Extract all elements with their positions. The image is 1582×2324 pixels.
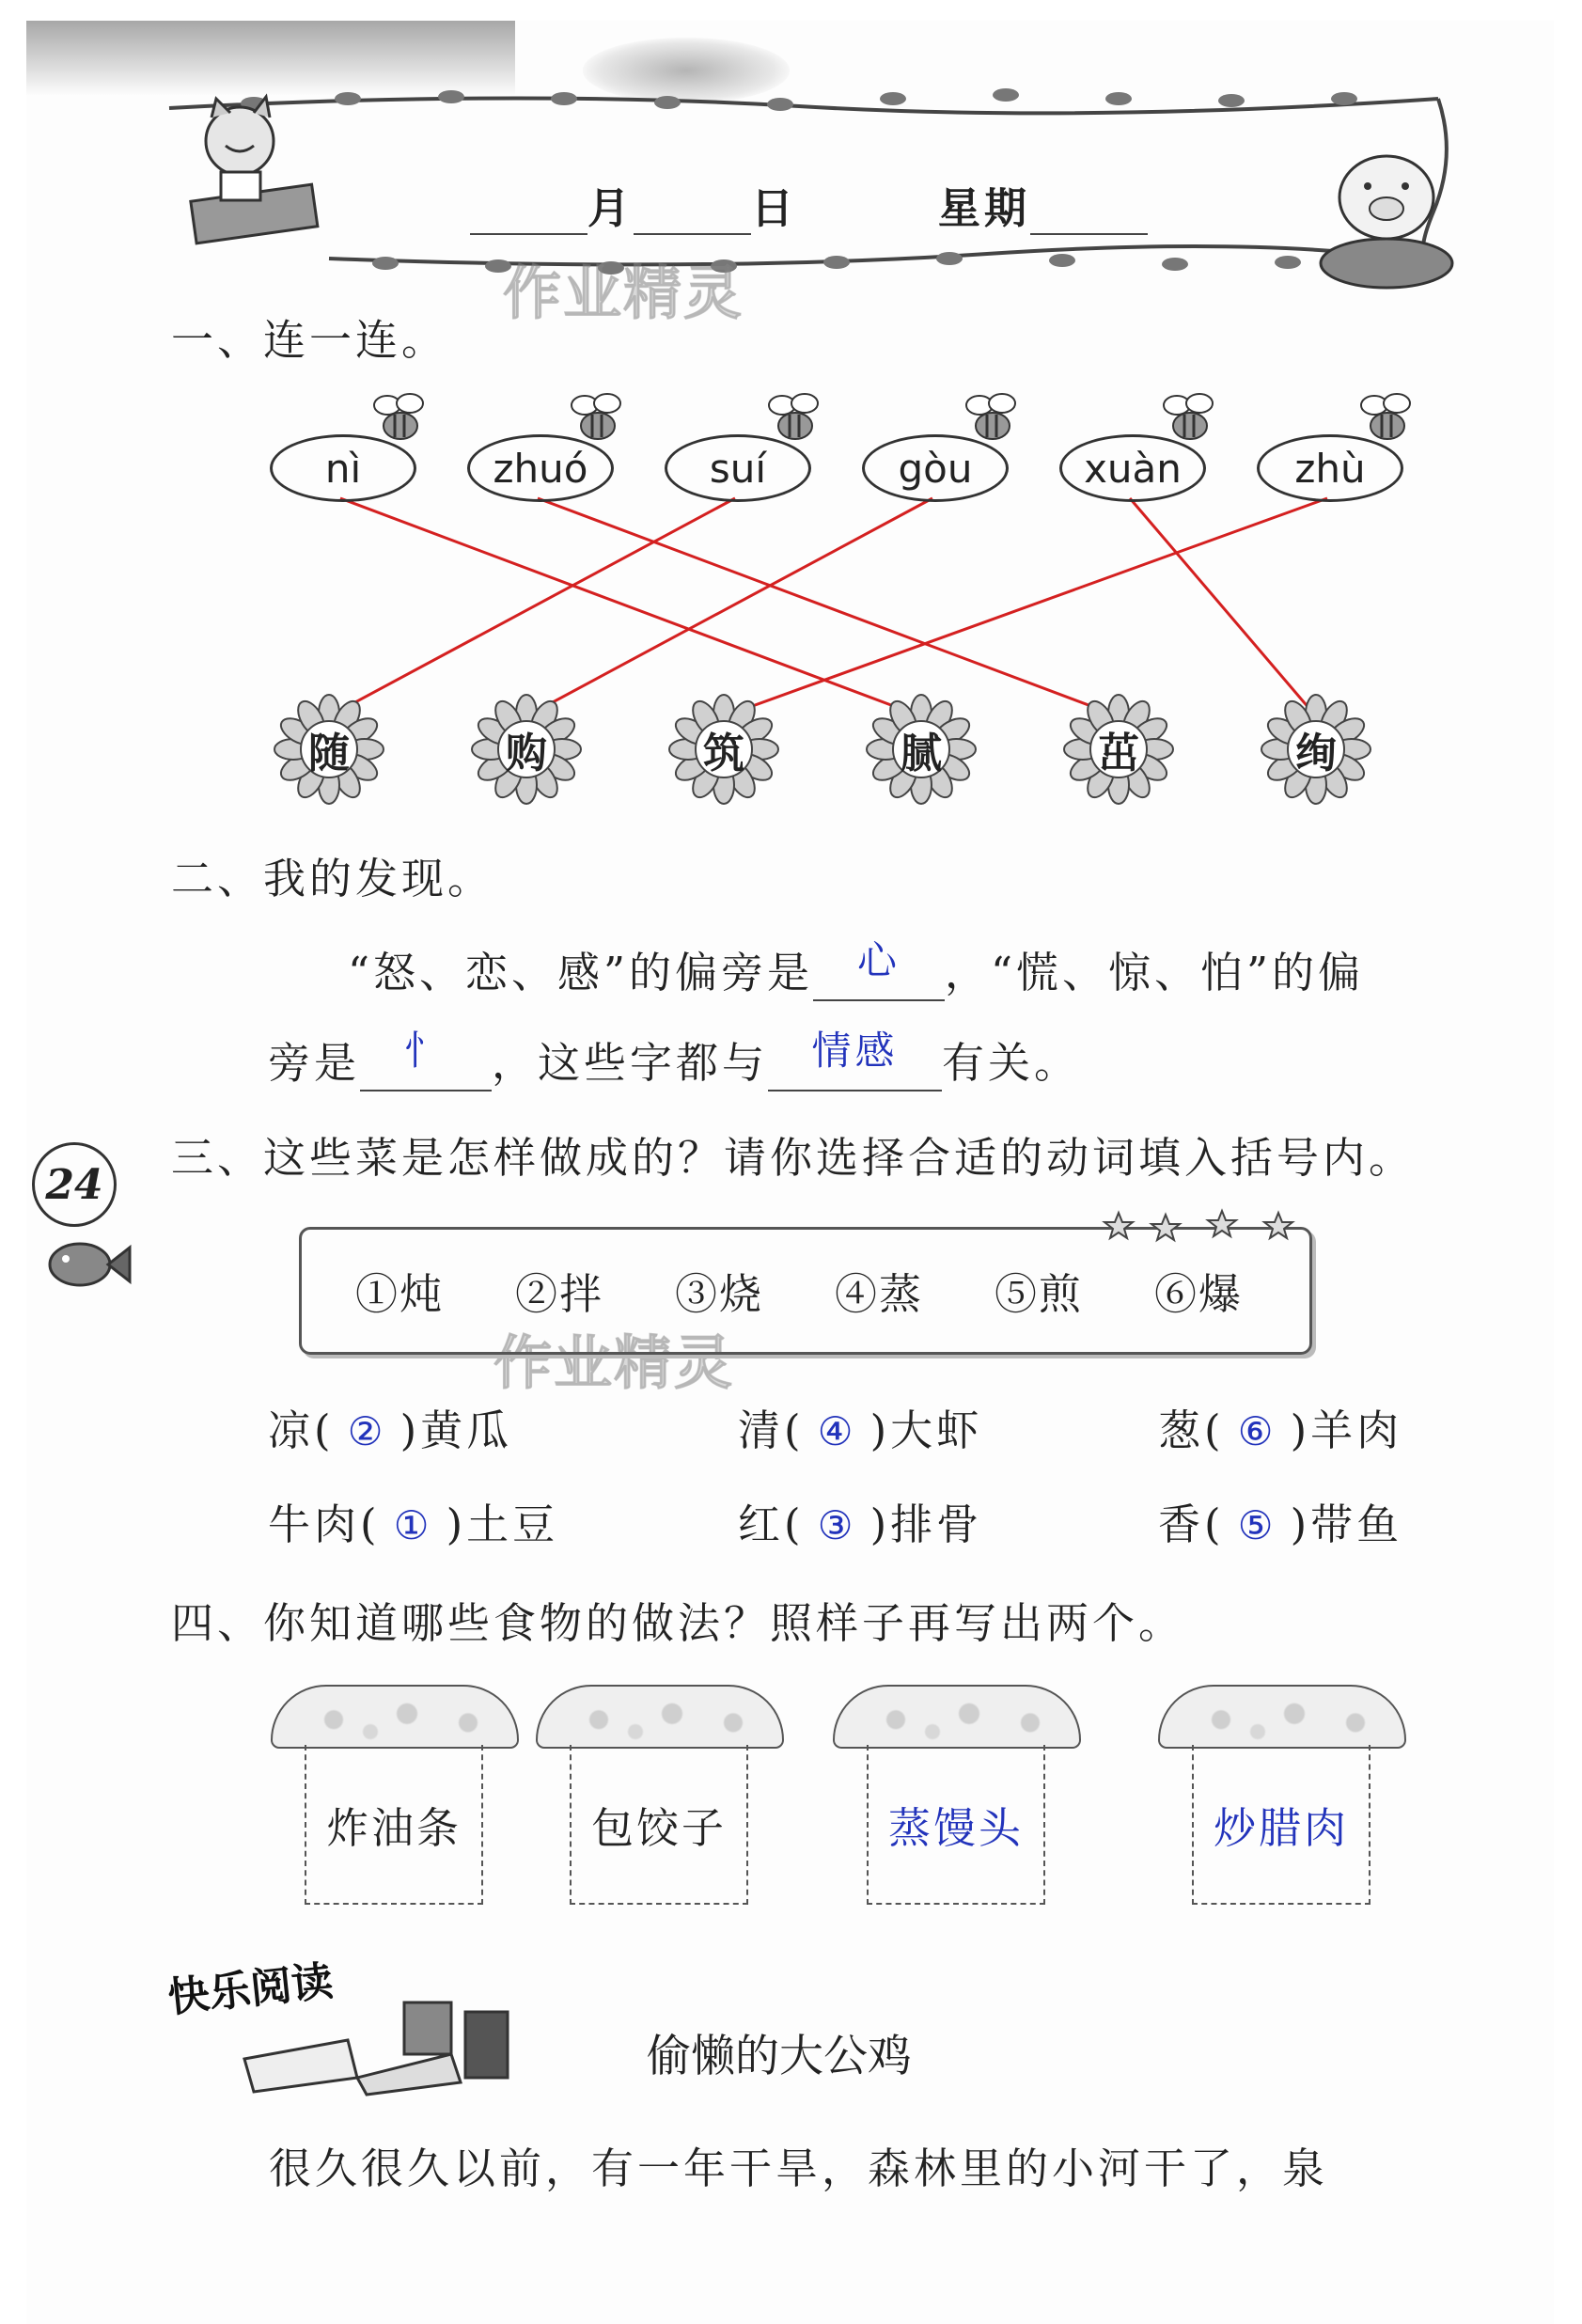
dish-item [738, 1490, 982, 1551]
character-option[interactable]: 购 [506, 730, 547, 777]
mushroom-cap [536, 1685, 784, 1749]
verb-option: ④蒸 [835, 1269, 924, 1319]
watermark: 作业精灵 [493, 1328, 735, 1397]
dish-text: )黄瓜 [399, 1405, 513, 1455]
radical-blank-1[interactable] [813, 937, 945, 1001]
radical-answer-1: 心 [857, 937, 901, 983]
finding-text: “怒、恋、感”的偏旁是 [348, 948, 814, 997]
food-box[interactable] [1192, 1745, 1371, 1905]
dish-text: )土豆 [446, 1500, 559, 1549]
link-line [526, 498, 932, 716]
pinyin-text: nì [324, 445, 362, 492]
verb-option: ①炖 [355, 1269, 445, 1319]
finding-line-2 [268, 1029, 1080, 1091]
section2-heading: 二、我的发现。 [171, 854, 494, 903]
pinyin-bubble[interactable] [1059, 434, 1206, 502]
finding-text: 旁是 [268, 1038, 361, 1088]
character-option[interactable]: 绚 [1295, 730, 1337, 777]
dish-text: 红( [738, 1500, 805, 1549]
mushroom-cap [833, 1685, 1081, 1749]
pinyin-text: suí [709, 445, 767, 492]
link-line [724, 498, 1327, 716]
reading-logo: 快乐阅读 [165, 1956, 336, 2023]
pinyin-text: xuàn [1084, 445, 1182, 492]
character-option[interactable]: 筑 [703, 730, 744, 777]
verb-answer[interactable]: ③ [817, 1502, 857, 1548]
pinyin-bubble[interactable] [270, 434, 416, 502]
month-label: 月 [587, 183, 634, 233]
dish-item [1158, 1396, 1402, 1457]
story-first-line: 很久很久以前，有一年干旱，森林里的小河干了，泉 [269, 2143, 1329, 2193]
character-option[interactable]: 腻 [901, 730, 942, 777]
dish-text: )羊肉 [1290, 1405, 1403, 1455]
pinyin-text: zhuó [493, 445, 588, 492]
section1-heading: 一、连一连。 [171, 315, 448, 365]
verb-option: ②拌 [515, 1269, 604, 1319]
finding-text: 有关。 [942, 1038, 1081, 1088]
link-line [340, 498, 921, 716]
section3-heading: 三、这些菜是怎样做成的？请你选择合适的动词填入括号内。 [171, 1133, 1416, 1183]
food-text: 包饺子 [590, 1802, 727, 1853]
character-option[interactable]: 随 [308, 730, 350, 777]
finding-text: ，这些字都与 [492, 1038, 769, 1088]
page-number: 24 [32, 1142, 117, 1227]
verb-answer[interactable]: ② [347, 1408, 387, 1454]
section4-heading: 四、你知道哪些食物的做法？照样子再写出两个。 [171, 1598, 1185, 1648]
mushroom-cap [271, 1685, 519, 1749]
pinyin-bubble[interactable] [665, 434, 811, 502]
dish-text: 香( [1158, 1500, 1225, 1549]
verb-answer[interactable]: ① [393, 1502, 433, 1548]
finding-line-1 [348, 938, 1364, 1001]
fish-icon [28, 1227, 132, 1302]
dish-text: 牛肉( [268, 1500, 381, 1549]
watermark: 作业精灵 [503, 259, 744, 327]
pinyin-bubble[interactable] [862, 434, 1009, 502]
verb-answer[interactable]: ④ [817, 1408, 857, 1454]
weekday-label: 星期 [938, 183, 1031, 233]
food-box [305, 1745, 483, 1905]
character-option[interactable]: 茁 [1098, 730, 1139, 777]
food-box[interactable] [867, 1745, 1045, 1905]
verb-option: ⑤煎 [995, 1269, 1084, 1319]
day-label: 日 [751, 183, 798, 233]
meaning-blank[interactable] [768, 1028, 942, 1091]
verb-option: ③烧 [675, 1269, 764, 1319]
finding-text: ，“慌、惊、怕”的偏 [945, 948, 1365, 997]
dish-text: 清( [738, 1405, 805, 1455]
dish-text: 凉( [268, 1405, 335, 1455]
dish-text: 葱( [1158, 1405, 1225, 1455]
food-text: 蒸馒头 [887, 1802, 1024, 1853]
verb-option: ⑥爆 [1154, 1269, 1244, 1319]
pinyin-bubble[interactable] [467, 434, 614, 502]
mushroom-cap [1158, 1685, 1406, 1749]
link-line [538, 498, 1119, 716]
link-line [329, 498, 735, 716]
dish-text: )大虾 [869, 1405, 983, 1455]
verb-answer[interactable]: ⑤ [1237, 1502, 1277, 1548]
dish-item [268, 1490, 558, 1551]
star-decoration [1100, 1205, 1316, 1243]
books-icon [226, 1984, 517, 2096]
radical-answer-2: 忄 [404, 1028, 448, 1074]
pinyin-text: gòu [898, 445, 973, 492]
verb-answer[interactable]: ⑥ [1237, 1408, 1277, 1454]
meaning-answer: 情感 [811, 1028, 899, 1074]
pinyin-bubble[interactable] [1257, 434, 1403, 502]
food-text: 炒腊肉 [1213, 1802, 1349, 1853]
radical-blank-2[interactable] [360, 1028, 492, 1091]
dish-text: )带鱼 [1290, 1500, 1403, 1549]
story-title: 偷懒的大公鸡 [647, 2031, 912, 2082]
food-box [570, 1745, 748, 1905]
dish-item [268, 1396, 512, 1457]
food-text: 炸油条 [325, 1802, 462, 1853]
dish-item [1158, 1490, 1402, 1551]
link-line [1130, 498, 1316, 716]
dish-item [738, 1396, 982, 1457]
dish-text: )排骨 [869, 1500, 983, 1549]
pinyin-text: zhù [1294, 445, 1366, 492]
